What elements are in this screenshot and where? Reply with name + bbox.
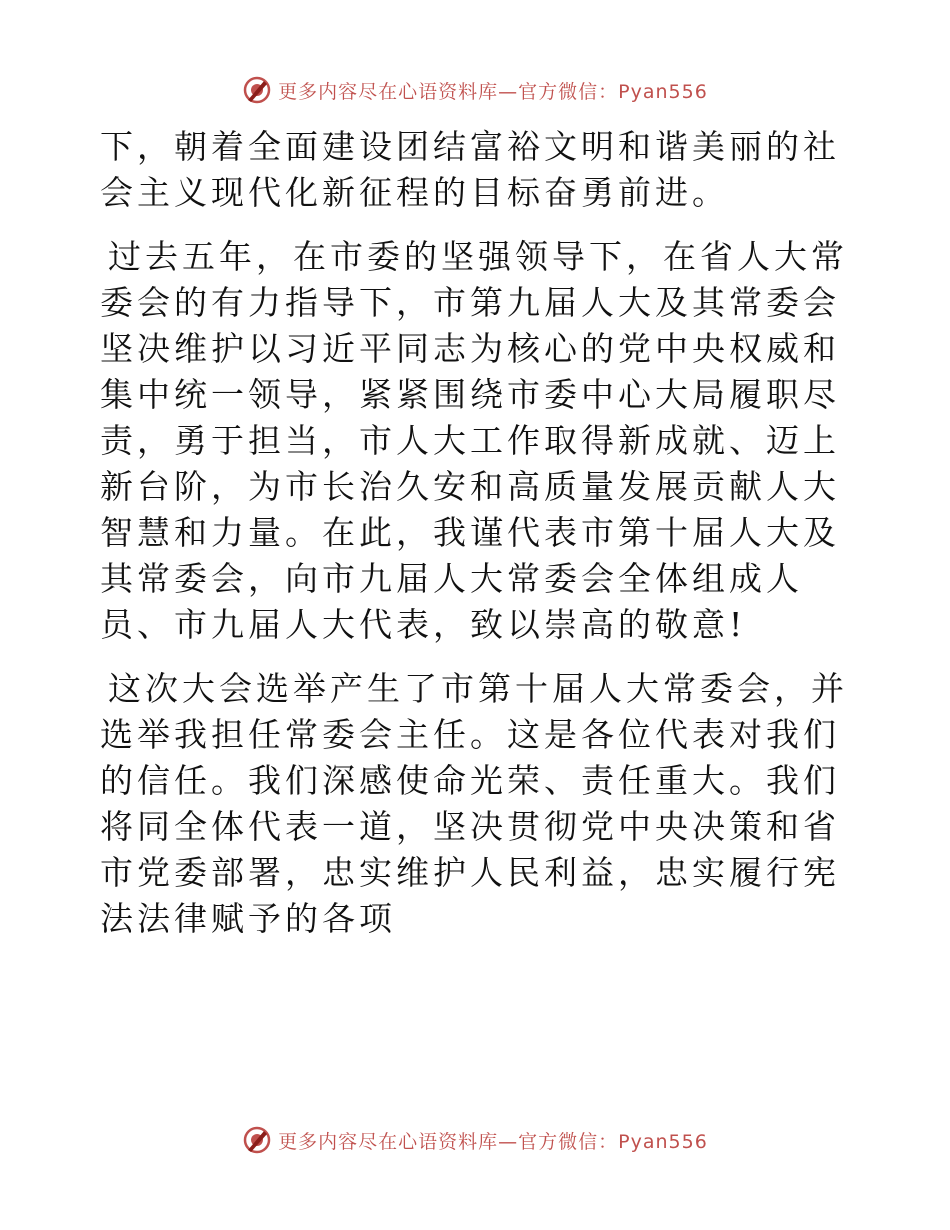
watermark-text: 更多内容尽在心语资料库—官方微信：Pyan556 <box>278 1130 708 1153</box>
watermark-text: 更多内容尽在心语资料库—官方微信：Pyan556 <box>278 80 708 103</box>
footer-watermark <box>0 1120 950 1160</box>
document-body <box>100 124 860 960</box>
quill-seal-icon <box>242 1125 272 1155</box>
quill-seal-icon <box>242 75 272 105</box>
header-watermark <box>0 70 950 110</box>
paragraph-2: 过去五年，在市委的坚强领导下，在省人大常委会的有力指导下，市第九届人大及其常委会坚决维护以习近平同志为核心的党中央权威和集中统一领导，紧紧围绕市委中心大局履职尽责，勇于担当，市人大工作取得新成就、迈上新台阶，为市长治久安和高质量发展贡献人大智慧和力量。在此，我谨代表市第十届人大及其常委会，向市九届人大常委会全体组成人员、市九届人大代表，致以崇高的敬意! <box>100 237 848 644</box>
paragraph-1: 下，朝着全面建设团结富裕文明和谐美丽的社会主义现代化新征程的目标奋勇前进。 <box>100 127 840 212</box>
paragraph-3: 这次大会选举产生了市第十届人大常委会，并选举我担任常委会主任。这是各位代表对我们的信任。我们深感使命光荣、责任重大。我们将同全体代表一道，坚决贯彻党中央决策和省市党委部署，忠实维护人民利益，忠实履行宪法法律赋予的各项 <box>100 669 848 938</box>
